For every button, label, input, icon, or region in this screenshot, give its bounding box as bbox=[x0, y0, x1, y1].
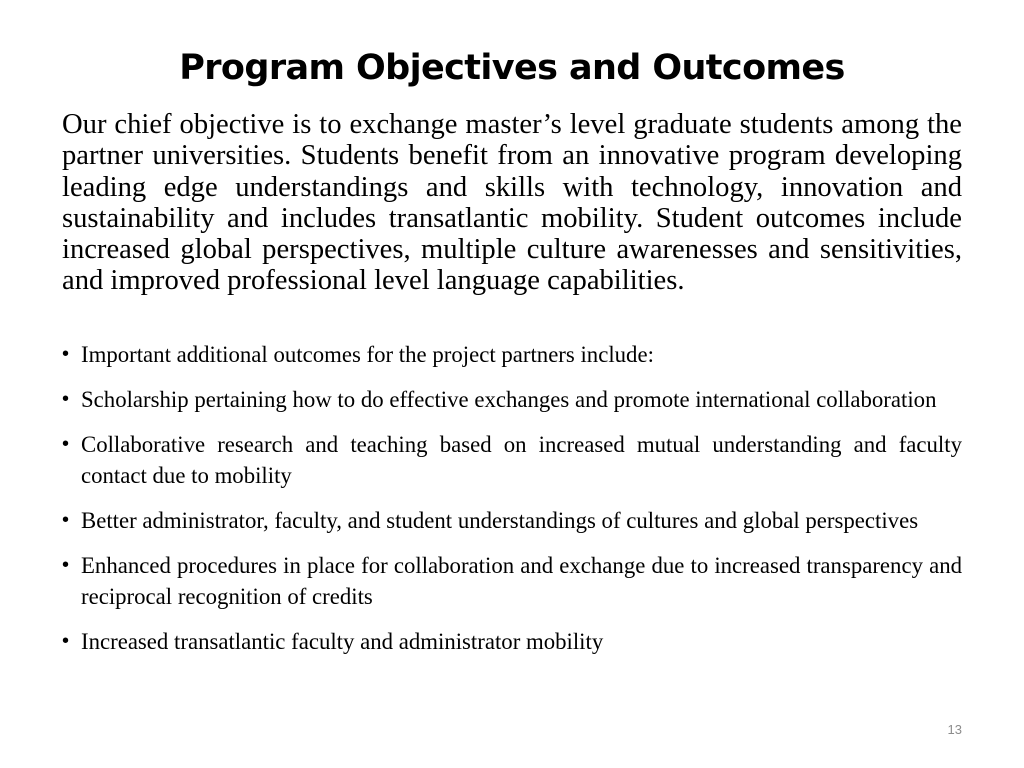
bullet-dot-icon: • bbox=[62, 630, 70, 652]
intro-paragraph: Our chief objective is to exchange master’s level graduate students among the partner universities. Students benefit from an innovative program developing leading edge understandings and skills with technology, innovation and sustainability and includes transatlantic mobility. Student outcomes include increased global perspectives, multiple culture awarenesses and sensitivities, and improved professional level language capabilities. bbox=[62, 109, 962, 297]
bullet-item bbox=[62, 626, 962, 657]
bullet-dot-icon: • bbox=[62, 343, 70, 365]
bullet-item bbox=[62, 505, 962, 536]
bullet-dot-icon: • bbox=[62, 388, 70, 410]
bullet-dot-icon: • bbox=[62, 509, 70, 531]
bullet-dot-icon: • bbox=[62, 433, 70, 455]
bullet-text: Enhanced procedures in place for collaboration and exchange due to increased transparency and reciprocal recognition of credits bbox=[81, 553, 962, 609]
bullet-item bbox=[62, 339, 962, 370]
bullet-text: Important additional outcomes for the project partners include: bbox=[81, 342, 654, 367]
bullet-item bbox=[62, 384, 962, 415]
bullet-text: Increased transatlantic faculty and administrator mobility bbox=[81, 629, 604, 654]
page-number: 13 bbox=[947, 722, 962, 737]
bullet-text: Better administrator, faculty, and student understandings of cultures and global perspectives bbox=[81, 508, 919, 533]
slide-title: Program Objectives and Outcomes bbox=[179, 48, 845, 88]
bullet-item bbox=[62, 429, 962, 491]
bullet-text: Collaborative research and teaching based on increased mutual understanding and faculty contact due to mobility bbox=[81, 432, 962, 488]
bullet-list bbox=[62, 339, 962, 671]
bullet-text: Scholarship pertaining how to do effective exchanges and promote international collaboration bbox=[81, 387, 937, 412]
bullet-item bbox=[62, 550, 962, 612]
bullet-dot-icon: • bbox=[62, 554, 70, 576]
